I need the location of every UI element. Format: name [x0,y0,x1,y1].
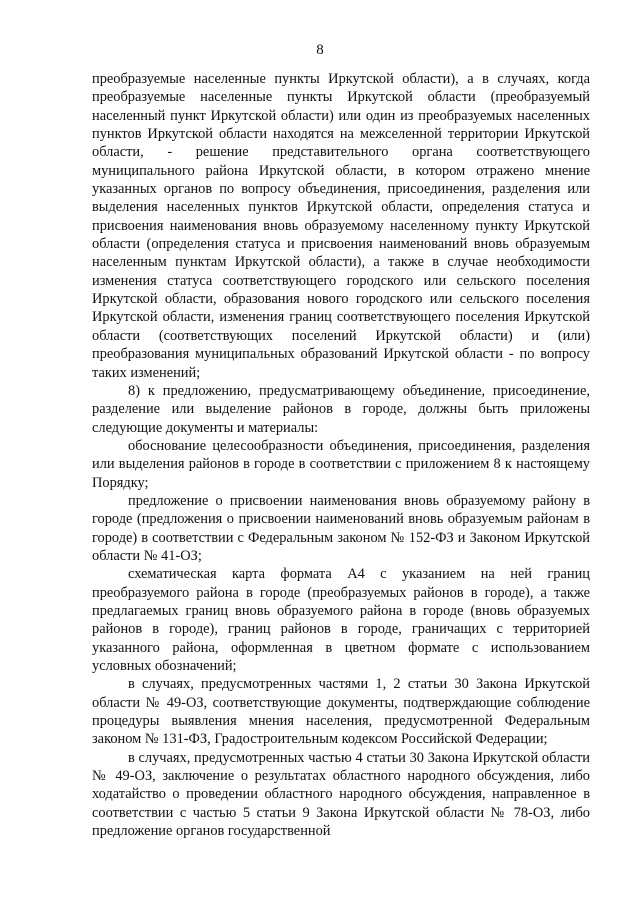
page-number: 8 [316,42,324,58]
document-body [92,70,590,840]
paragraph-schematic-map: схематическая карта формата А4 с указанием на ней границ преобразуемого района в городе (преобразуемых районов в городе), а также предлагаемых границ вновь образуемого района в городе (вновь образуемых районов в городе), границ районов в городе, граничащих с территорией указанного района, оформленная в цветном формате с использованием условных обозначений; [92,566,590,674]
paragraph-public-opinion: в случаях, предусмотренных частями 1, 2 статьи 30 Закона Иркутской области № 49-ОЗ, соответствующие документы, подтверждающие соблюдение процедуры выявления мнения населения, предусмотренной Федеральным законом № 131-ФЗ, Градостроительным кодексом Российской Федерации; [92,676,590,748]
paragraph-item-8: 8) к предложению, предусматривающему объединение, присоединение, разделение или выделение районов в городе, должны быть приложены следующие документы и материалы: [92,382,590,436]
paragraph-naming-proposal: предложение о присвоении наименования вновь образуемому району в городе (предложения о присвоении наименований вновь образуемым районам в городе) в соответствии с Федеральным законом № 152-ФЗ и Законом Иркутской области № 41-ОЗ; [92,492,590,564]
paragraph-public-discussion: в случаях, предусмотренных частью 4 статьи 30 Закона Иркутской области № 49-ОЗ, заключение о результатах областного народного обсуждения, либо ходатайство о проведении областного народного обсуждения, направленное в соответствии с частью 5 статьи 9 Закона Иркутской области № 78-ОЗ, либо предложение органов государственной [92,749,590,840]
paragraph-continuation: преобразуемые населенные пункты Иркутской области), а в случаях, когда преобразуемые населенные пункты Иркутской области (преобразуемый населенный пункт Иркутской области) или один из преобразуемых населенных пунктов Иркутской области находятся на межселенной территории Иркутской области, - решение представительного органа соответствующего муниципального района Иркутской области, в котором отражено мнение указанных органов по вопросу объединения, присоединения, разделения или выделения населенных пунктов Иркутской области, определения статуса и присвоения наименования вновь образуемому населенному пункту Иркутской области (определения статуса и присвоения наименований вновь образуемым населенным пунктам Иркутской области), а также в случае необходимости изменения статуса соответствующего городского или сельского поселения Иркутской области, образования нового городского или сельского поселения Иркутской области, изменения границ соответствующего поселения Иркутской области (соответствующих поселений Иркутской области) и (или) преобразования муниципальных образований Иркутской области - по вопросу таких изменений; [92,71,590,381]
paragraph-justification: обоснование целесообразности объединения, присоединения, разделения или выделения районов в городе в соответствии с приложением 8 к настоящему Порядку; [92,437,590,491]
